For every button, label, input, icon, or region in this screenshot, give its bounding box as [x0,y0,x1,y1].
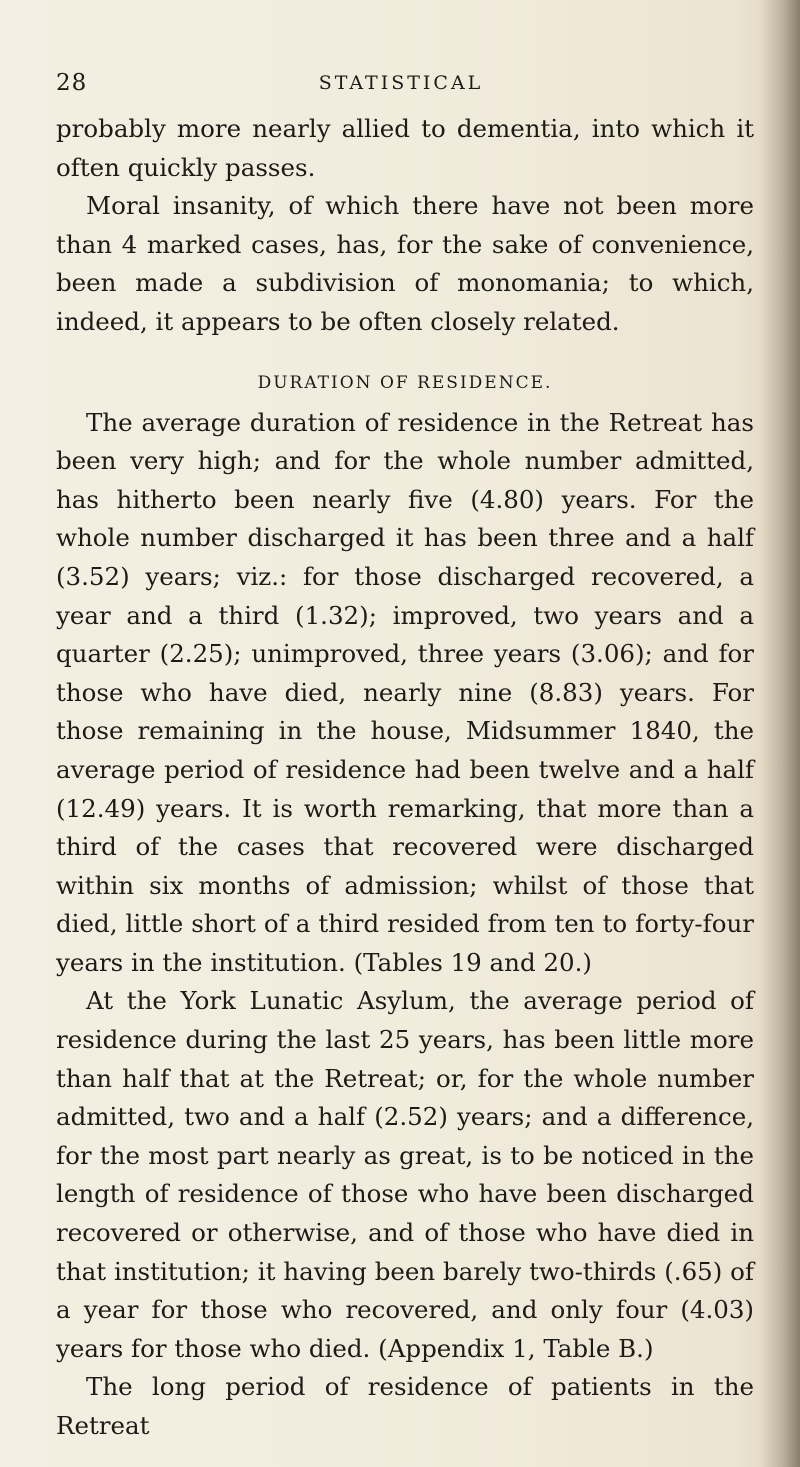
paragraph-long-period: The long period of residence of patients in the Retreat [56,1372,754,1440]
paragraph-average-duration: The average duration of residence in the Retreat has been very high; and for the whole number admitted, has hitherto been nearly five (4.80) years. For the whole number discharged it has been three and a half (3.52) years; viz.: for those discharged recovered, a year and a third (1.32); improved, two years and a quarter (2.25); unimproved, three years (3.06); and for those who have died, nearly nine (8.83) years. For those remaining in the house, Midsummer 1840, the average period of residence had been twelve and a half (12.49) years. It is worth remarking, that more than a third of the cases that recovered were discharged within six months of admission; whilst of those that died, little short of a third resided from ten to forty-four years in the institution. (Tables 19 and 20.) [56,407,754,977]
paragraph-continuation: probably more nearly allied to dementia, into which it often quickly passes. [56,114,754,182]
page-number: 28 [56,70,88,96]
section-heading: DURATION OF RESIDENCE. [257,372,553,393]
paragraph-moral-insanity: Moral insanity, of which there have not been more than 4 marked cases, has, for the sake of convenience, been made a subdivision of monomania; to which, indeed, it appears to be often closely related. [56,191,754,336]
page-header [56,70,746,110]
paragraph-york-asylum: At the York Lunatic Asylum, the average period of residence during the last 25 years, has been little more than half that at the Retreat; or, for the whole number admitted, two and a half (2.52) years; and a difference, for the most part nearly as great, is to be noticed in the length of residence of those who have been discharged recovered or otherwise, and of those who have died in that institution; it having been barely two-thirds (.65) of a year for those who recovered, and only four (4.03) years for those who died. (Appendix 1, Table B.) [56,986,754,1363]
page-body [56,110,754,1446]
running-head: STATISTICAL [318,72,484,94]
page-edge-shadow [760,0,800,1467]
